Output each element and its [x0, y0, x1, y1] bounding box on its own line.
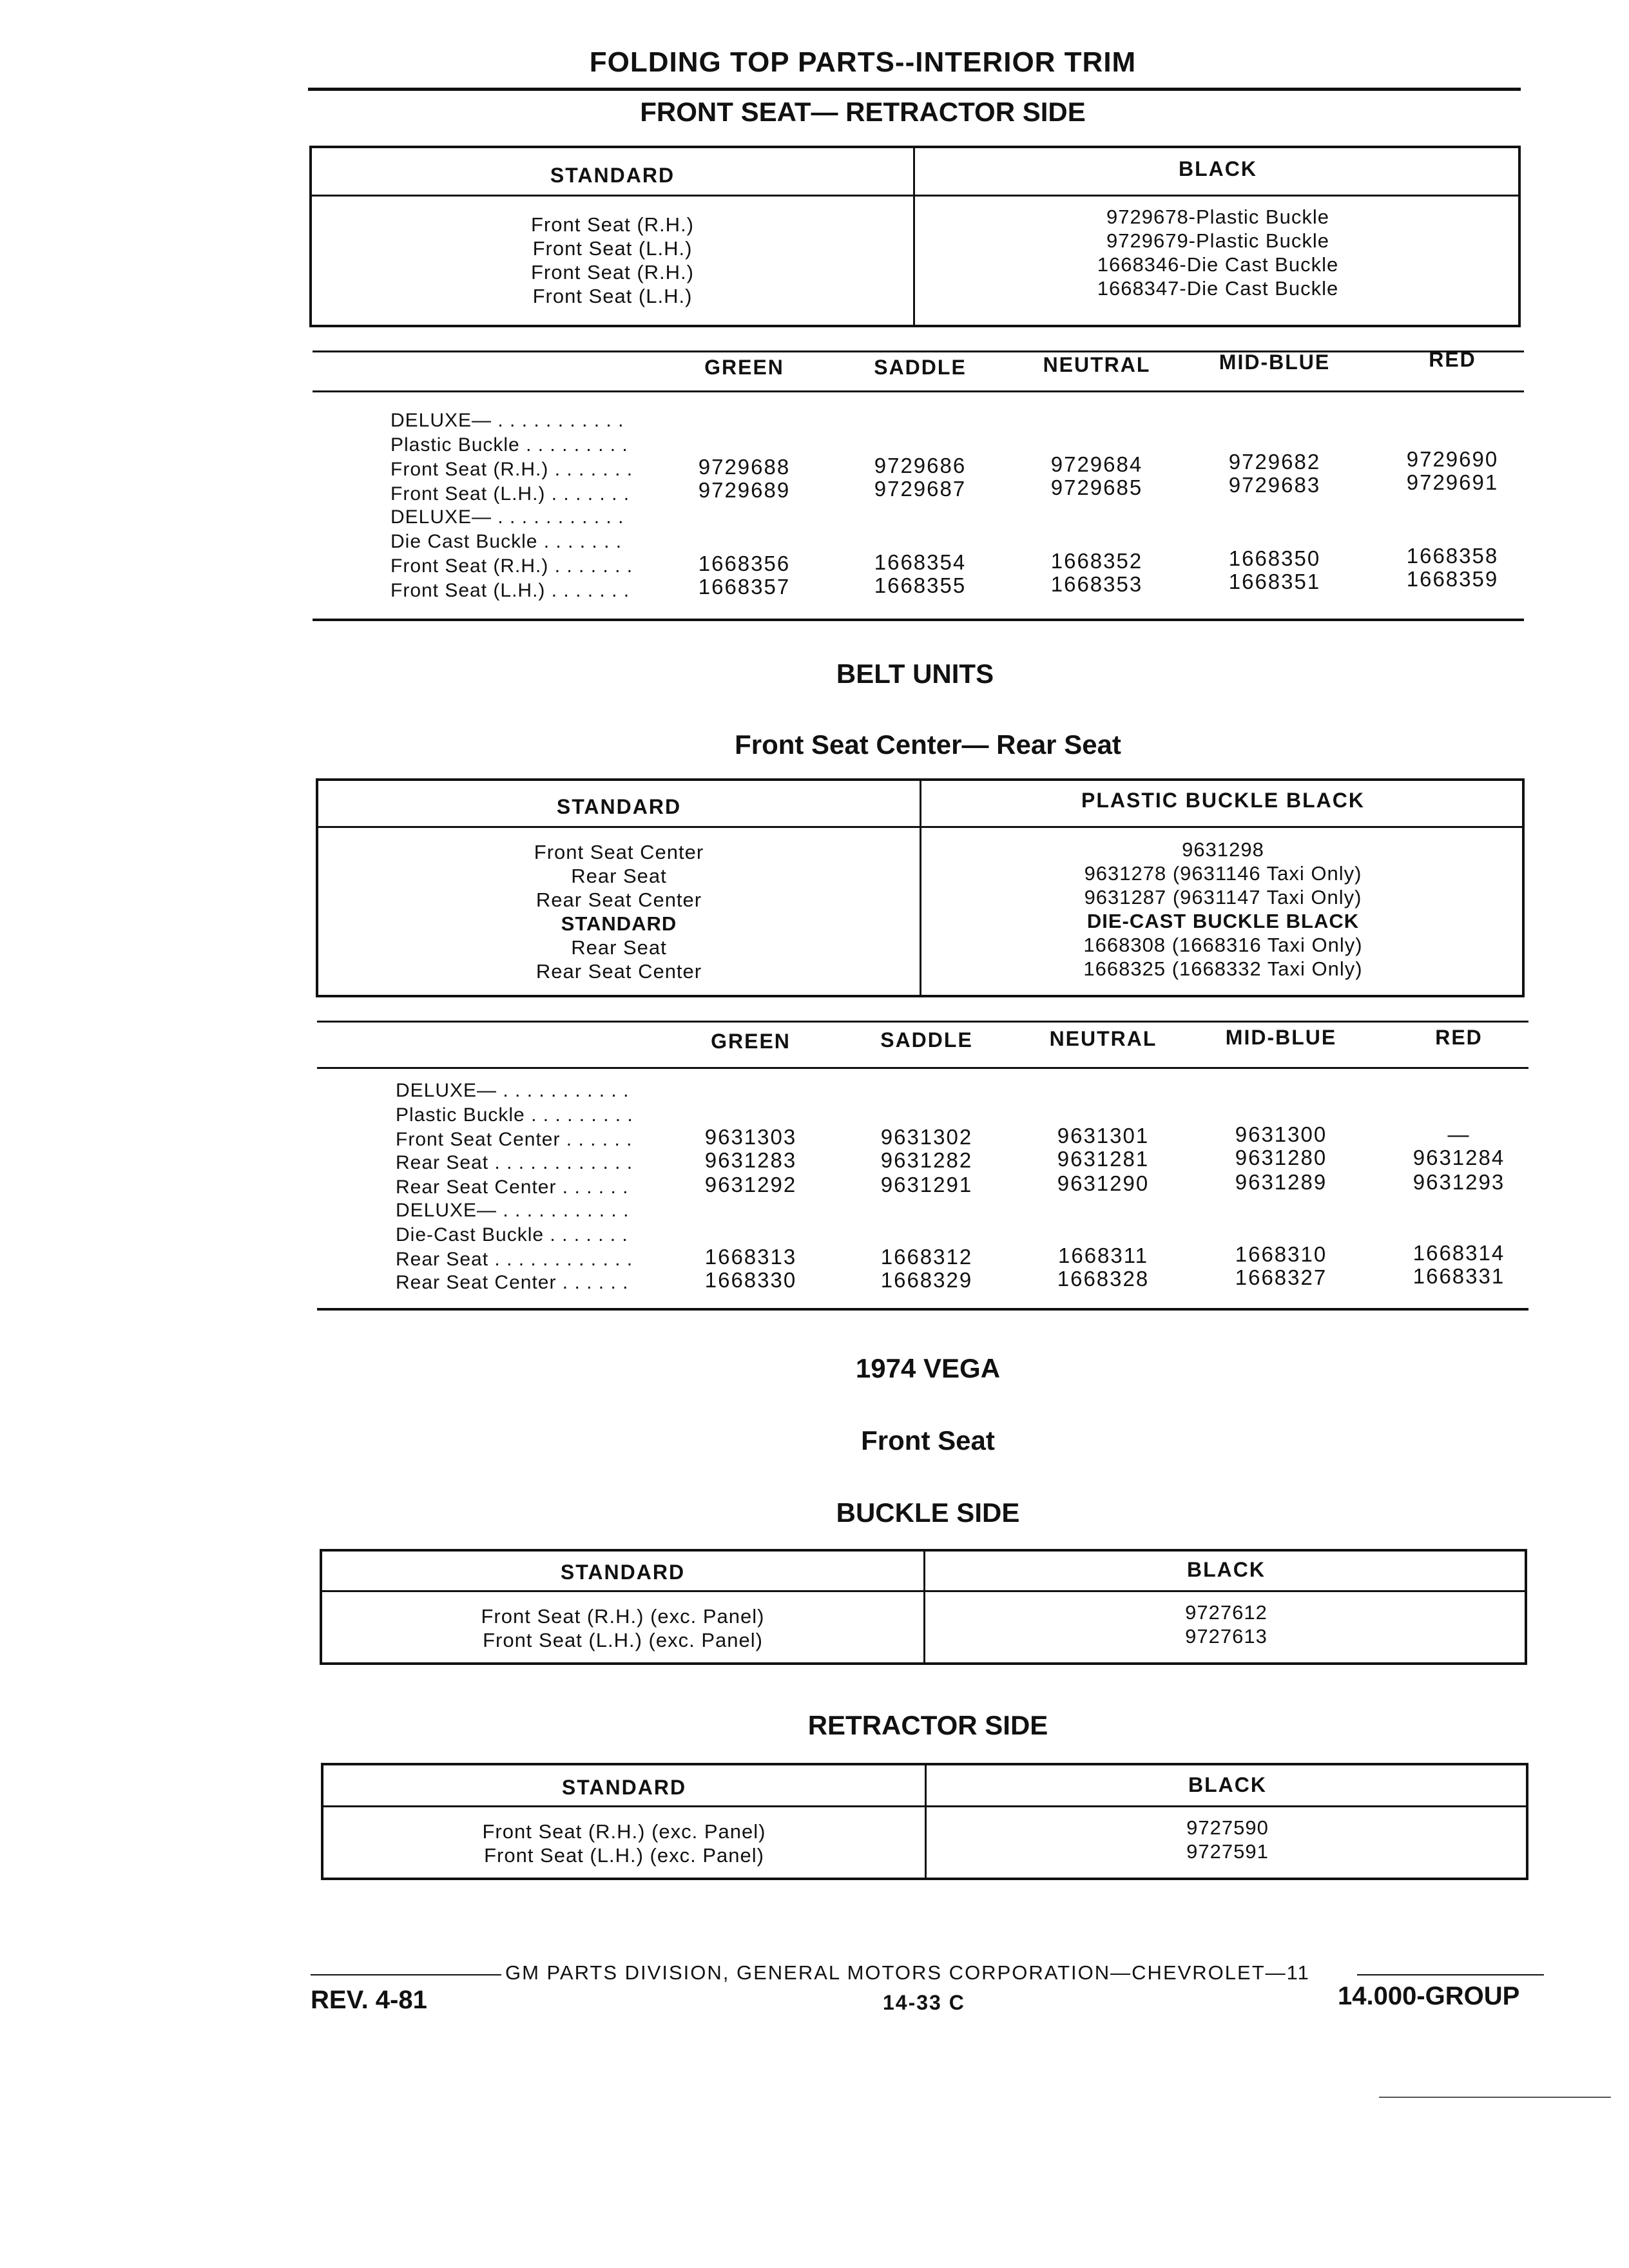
- col-header-mid-blue: MID-BLUE: [1219, 351, 1331, 374]
- footer-division: GM PARTS DIVISION, GENERAL MOTORS CORPORATION—CHEVROLET—11: [505, 1961, 1310, 1984]
- part-number: 1668314: [1412, 1241, 1505, 1265]
- section-heading-buckle-side: BUCKLE SIDE: [836, 1497, 1020, 1528]
- list-item: 1668347-Die Cast Buckle: [1097, 277, 1339, 300]
- list-item: Rear Seat: [571, 865, 667, 887]
- part-number: 9631284: [1412, 1146, 1505, 1169]
- part-number: 9729686: [874, 454, 967, 477]
- black-part-numbers: [915, 205, 1521, 300]
- row-label: DELUXE— . . . . . . . . . . .: [396, 1080, 630, 1101]
- col-header-green: GREEN: [704, 356, 784, 379]
- part-number: 1668312: [880, 1245, 973, 1269]
- table-vega-retractor-side: [321, 1763, 1528, 1880]
- row-label: Rear Seat Center . . . . . .: [396, 1177, 629, 1198]
- col-header-green: GREEN: [711, 1030, 791, 1053]
- row-label: Rear Seat . . . . . . . . . . . .: [396, 1249, 633, 1270]
- part-number: 9729688: [698, 455, 791, 479]
- row-label: DELUXE— . . . . . . . . . . .: [396, 1200, 630, 1221]
- row-label: Rear Seat . . . . . . . . . . . .: [396, 1152, 633, 1173]
- grid2-header-rule: [317, 1067, 1528, 1069]
- part-number: 9631293: [1412, 1170, 1505, 1194]
- list-item: 9729678-Plastic Buckle: [1106, 206, 1329, 228]
- row-label: Plastic Buckle . . . . . . . . .: [390, 434, 628, 456]
- part-number: 9631292: [704, 1173, 797, 1196]
- list-item: 9631287 (9631147 Taxi Only): [1084, 886, 1362, 908]
- list-item: 9631298: [1182, 838, 1264, 861]
- part-number: 1668359: [1406, 567, 1499, 591]
- part-number: 1668329: [880, 1268, 973, 1292]
- part-number: 9729683: [1228, 473, 1321, 497]
- row-label: Die-Cast Buckle . . . . . . .: [396, 1224, 628, 1245]
- grid2-bottom-rule: [317, 1308, 1528, 1311]
- part-number: 1668313: [704, 1245, 797, 1269]
- list-item: Front Seat (R.H.) (exc. Panel): [482, 1820, 766, 1843]
- list-item: 9729679-Plastic Buckle: [1106, 229, 1329, 252]
- part-number: 1668355: [874, 573, 967, 597]
- col-header-neutral: NEUTRAL: [1049, 1027, 1157, 1050]
- standard-items: [312, 213, 913, 308]
- col-header-red: RED: [1435, 1026, 1483, 1049]
- part-number: 1668350: [1228, 546, 1321, 570]
- part-number: 1668328: [1057, 1267, 1150, 1291]
- part-number: 9729690: [1406, 447, 1499, 471]
- part-number: 9631301: [1057, 1124, 1150, 1148]
- col-header-saddle: SADDLE: [880, 1028, 973, 1052]
- part-number: 1668353: [1050, 572, 1143, 596]
- list-item: 9727613: [1185, 1625, 1268, 1648]
- part-number: 9631290: [1057, 1171, 1150, 1195]
- list-item: Front Seat (R.H.) (exc. Panel): [481, 1605, 765, 1628]
- part-number: 1668357: [698, 575, 791, 599]
- row-label: Front Seat (R.H.) . . . . . . .: [390, 459, 633, 480]
- col-header-neutral: NEUTRAL: [1043, 353, 1151, 376]
- part-number: 9631280: [1235, 1146, 1327, 1169]
- row-label: Rear Seat Center . . . . . .: [396, 1272, 629, 1293]
- row-label: Front Seat (L.H.) . . . . . . .: [390, 483, 630, 505]
- section-heading-belt-units: BELT UNITS: [836, 658, 994, 689]
- section-heading-1974-vega: 1974 VEGA: [855, 1353, 1001, 1383]
- footer-revision: REV. 4-81: [311, 1986, 427, 2014]
- part-number: 9729687: [874, 477, 967, 501]
- row-label: Front Seat (R.H.) . . . . . . .: [390, 555, 633, 577]
- footer-group: 14.000-GROUP: [1338, 1982, 1520, 2010]
- grid1-bottom-rule: [313, 619, 1524, 621]
- part-number: 1668311: [1057, 1244, 1149, 1267]
- col-header-black: BLACK: [1179, 157, 1257, 180]
- part-number: 9631282: [880, 1148, 973, 1172]
- part-number: 1668356: [698, 552, 791, 575]
- grid2-top-rule: [317, 1021, 1528, 1023]
- list-item: Front Seat (R.H.): [531, 213, 694, 236]
- row-label: DELUXE— . . . . . . . . . . .: [390, 506, 624, 528]
- col-header-black: BLACK: [1187, 1558, 1266, 1581]
- part-number: 1668354: [874, 550, 967, 574]
- list-item: 9727590: [1186, 1816, 1269, 1839]
- plastic-buckle-part-numbers: [921, 838, 1525, 981]
- section-heading-retractor-side: RETRACTOR SIDE: [807, 1710, 1048, 1740]
- list-item: Front Seat (L.H.) (exc. Panel): [483, 1629, 763, 1651]
- standard-items: [318, 840, 920, 983]
- part-number: 9631300: [1235, 1122, 1327, 1146]
- part-number: 9631302: [880, 1125, 973, 1149]
- row-label: Front Seat (L.H.) . . . . . . .: [390, 580, 630, 601]
- list-item: Front Seat (R.H.): [531, 261, 694, 284]
- part-number: 1668351: [1228, 570, 1321, 593]
- table-vega-buckle-side: [320, 1549, 1527, 1665]
- part-number: 1668310: [1235, 1242, 1327, 1266]
- part-number: 9729689: [698, 478, 791, 502]
- row-label: DELUXE— . . . . . . . . . . .: [390, 410, 624, 431]
- list-item: 9727591: [1186, 1840, 1269, 1863]
- footer-rule-right: [1357, 1974, 1544, 1975]
- list-item: DIE-CAST BUCKLE BLACK: [1086, 910, 1360, 932]
- list-item: 1668325 (1668332 Taxi Only): [1083, 957, 1363, 980]
- col-header-black: BLACK: [1188, 1773, 1267, 1796]
- section-heading-vega-front-seat: Front Seat: [861, 1425, 995, 1456]
- list-item: STANDARD: [561, 912, 677, 935]
- part-number: 9729682: [1228, 450, 1321, 474]
- col-header-saddle: SADDLE: [874, 356, 967, 379]
- footer-rule-left: [311, 1974, 501, 1975]
- footer-page-number: 14-33 C: [883, 1991, 965, 2014]
- table-front-seat-center-standard: [316, 778, 1525, 997]
- row-label: Plastic Buckle . . . . . . . . .: [396, 1104, 633, 1126]
- list-item: Front Seat Center: [534, 841, 704, 863]
- part-number: 9631281: [1057, 1147, 1150, 1171]
- part-number: 1668331: [1412, 1264, 1505, 1288]
- list-item: Rear Seat Center: [535, 960, 702, 983]
- col-header-standard: STANDARD: [560, 1561, 686, 1584]
- row-label: Front Seat Center . . . . . .: [396, 1129, 633, 1150]
- part-number: 1668330: [704, 1268, 797, 1292]
- col-header-standard: STANDARD: [556, 795, 682, 818]
- page-edge-mark: [1379, 2097, 1611, 2098]
- black-part-numbers: [925, 1600, 1527, 1648]
- col-header-plastic-buckle-black: PLASTIC BUCKLE BLACK: [1081, 789, 1365, 812]
- black-part-numbers: [927, 1816, 1528, 1863]
- list-item: 9727612: [1185, 1601, 1268, 1624]
- part-number: 9729691: [1406, 470, 1499, 494]
- section-heading-front-seat-retractor: FRONT SEAT— RETRACTOR SIDE: [640, 97, 1086, 127]
- part-number: 9631283: [704, 1148, 797, 1172]
- grid1-header-rule: [313, 390, 1524, 392]
- table-front-seat-retractor-standard: [309, 146, 1521, 327]
- list-item: 9631278 (9631146 Taxi Only): [1084, 862, 1362, 885]
- list-item: Rear Seat Center: [535, 889, 702, 911]
- list-item: Front Seat (L.H.): [532, 285, 693, 307]
- part-number: 9631289: [1235, 1170, 1327, 1194]
- section-heading-front-seat-center: Front Seat Center— Rear Seat: [735, 729, 1121, 760]
- col-header-standard: STANDARD: [550, 164, 675, 187]
- part-number: 9729685: [1050, 476, 1143, 499]
- col-header-red: RED: [1429, 348, 1476, 371]
- standard-items: [322, 1604, 923, 1652]
- list-item: 1668308 (1668316 Taxi Only): [1083, 934, 1363, 956]
- part-number: 1668327: [1235, 1265, 1327, 1289]
- part-number: 1668358: [1406, 544, 1499, 568]
- list-item: Front Seat (L.H.) (exc. Panel): [484, 1844, 764, 1867]
- list-item: Rear Seat: [571, 936, 667, 959]
- part-number: 9729684: [1050, 452, 1143, 476]
- page-title: FOLDING TOP PARTS--INTERIOR TRIM: [589, 46, 1137, 78]
- col-header-mid-blue: MID-BLUE: [1225, 1026, 1337, 1049]
- row-label: Die Cast Buckle . . . . . . .: [390, 531, 622, 552]
- part-number: 9631303: [704, 1125, 797, 1149]
- title-underline: [308, 88, 1521, 91]
- part-number: —: [1447, 1122, 1470, 1146]
- part-number: 1668352: [1050, 549, 1143, 573]
- list-item: 1668346-Die Cast Buckle: [1097, 253, 1339, 276]
- standard-items: [323, 1820, 925, 1867]
- part-number: 9631291: [880, 1173, 973, 1196]
- list-item: Front Seat (L.H.): [532, 237, 693, 260]
- col-header-standard: STANDARD: [561, 1776, 687, 1799]
